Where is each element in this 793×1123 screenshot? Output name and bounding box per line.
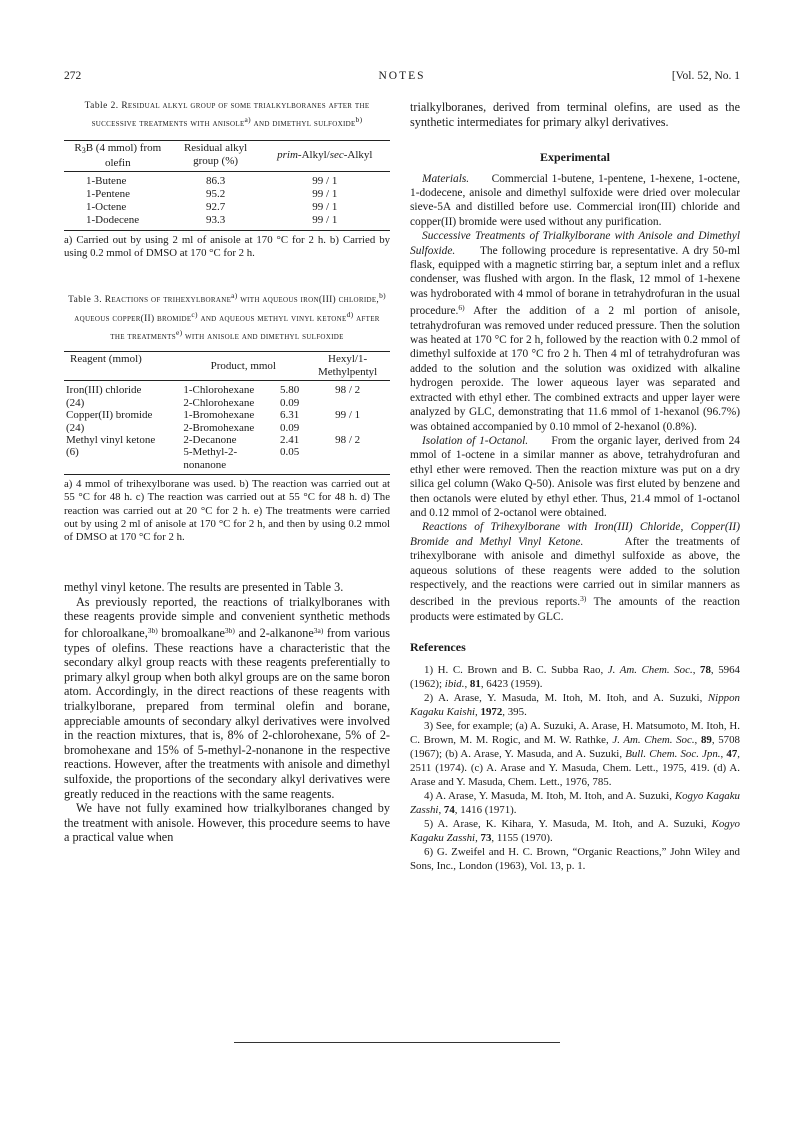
references-list — [410, 663, 740, 873]
table2-header-ratio: prim-Alkyl/sec-Alkyl — [277, 149, 373, 162]
left-body-text — [64, 580, 390, 845]
paragraph-materials: Materials. Commercial 1-butene, 1-pentene, 1-hexene, 1-octene, 1-dodecene, anisole and dimethyl sulfoxide were dried over molecular sieve-5A and distilled before use. Commercial iron(III) chloride and copper(II) bromide were used without any purification. — [410, 172, 740, 228]
running-header — [64, 70, 740, 86]
list-item: 2) A. Arase, Y. Masuda, M. Itoh, M. Itoh, and A. Suzuki, Nippon Kagaku Kaishi, 1972, 395. — [410, 691, 740, 718]
table-row: Methyl vinyl ketone (6) 2-Decanone 5-Methyl-2-nonanone 2.41 0.05 98 / 2 — [66, 434, 361, 471]
table2-header-row — [64, 140, 390, 171]
paragraph-isolation: Isolation of 1-Octanol. From the organic layer, derived from 24 mmol of 1-octene in a similar manner as above, tetrahydrofuran and ethyl ether were removed. Then the reaction mixture was put on a dry silica gel column (Wako Q-50). Anisole was first eluted by benzene and then octanols were eluted by ethyl ether. Thus, 21.4 mmol of 1-octanol and 0.12 mmol of 2-octanol were obtained. — [410, 434, 740, 519]
table3-header-ratio: Hexyl/1-Methylpentyl — [317, 353, 378, 379]
table3 — [64, 351, 390, 474]
list-item: 1) H. C. Brown and B. C. Subba Rao, J. Am. Chem. Soc., 78, 5964 (1962); ibid., 81, 6423 (1959). — [410, 663, 740, 690]
table3-header-product: Product, mmol — [210, 359, 276, 372]
paragraph-reactions: Reactions of Trihexylborane with Iron(III) Chloride, Copper(II) Bromide and Methyl Vinyl Ketone. After the treatments of trihexylborane with anisole and dimethyl sulfoxide as above, the aqueous solutions of these reagents were added to the solution respectively, and the reactions were carried out in similar manners as described in the previous reports.$^{3)}$ The amounts of the reaction products were estimated by GLC. — [410, 521, 740, 623]
table-row: 1-Dodecene 93.3 99 / 1 — [86, 213, 338, 226]
right-column — [410, 100, 740, 873]
experimental-heading: Experimental — [540, 150, 610, 165]
references-heading: References — [410, 640, 466, 655]
table-row: Iron(III) chloride (24) 1-Chlorohexane 2-Chlorohexane 5.80 0.09 98 / 2 — [66, 384, 361, 409]
table-row: Copper(II) bromide (24) 1-Bromohexane 2-Bromohexane 6.31 0.09 99 / 1 — [66, 409, 361, 434]
table2-header-olefin: $R_3B$ (4 mmol) from olefin — [74, 141, 162, 169]
table3-footnote: a) 4 mmol of trihexylborane was used. b) The reaction was carried out at 55 °C for 48 h. c) The reaction was carried out at 55 °C for 48 h. d) The reaction was carried out at 20 °C for 2 h. e) The treatments were carried out by using 2 ml of anisole at 170 °C for 2 h, and then by using 0.2 mmol of DMSO at 170 °C for 2 h. — [64, 474, 390, 544]
list-item: 5) A. Arase, K. Kihara, Y. Masuda, M. Itoh, and A. Suzuki, Kogyo Kagaku Zasshi, 73, 1155 (1970). — [410, 817, 740, 844]
table3-header-reagent: Reagent (mmol) — [70, 353, 142, 366]
table-row: 1-Butene 86.3 99 / 1 — [86, 174, 338, 187]
paragraph-successive: Successive Treatments of Trialkylborane with Anisole and Dimethyl Sulfoxide. The following procedure is representative. A dry 50-ml flask, equipped with a magnetic stirring bar, a septum inlet and a reflux condenser, was flushed with argon. In the flask, 12 mmol of 1-hexene was hydroborated with 4 mmol of borane in tetrahydrofuran in the usual procedure.$^{6)}$ After the addition of a 2 ml portion of anisole, tetrahydrofuran was removed under reduced pressure. Then the solution was heated at 170 °C for 2 h, followed by the reaction with 0.2 mmol of dimethyl sulfoxide at 170 °C fro 2 h. Then 4 ml of tetrahydrofuran was added to the solution and the solution was oxidized with alkaline hydrogen peroxide. The lower aqueous layer was separated and extracted with ethyl ether. The combined extracts and upper layer were analyzed by GLC, demonstrating that 11.6 mmol of 1-hexanol (96.7%) was obtained accompanied by 0.10 mmol of 2-hexanol (0.8%). — [410, 230, 740, 433]
paragraph: trialkylboranes, derived from terminal olefins, are used as the synthetic intermediates for primary alkyl derivatives. — [410, 100, 740, 129]
table2 — [64, 140, 390, 230]
paragraph: As previously reported, the reactions of trialkylboranes with these reagents provide simple and convenient synthetic methods for chloroalkane,$^{3b)}$ bromoalkane$^{3b)}$ and 2-alkanone$^{3a)}$ from various types of olefins. These reactions have a characteristic that the secondary alkyl group reacts with these reagents preferentially to primary alkyl group when both alkyl groups are on the same boron atom. Accordingly, in the direct reactions of these reagents with trialkylborane, prepared from terminal olefin and borane, appreciable amounts of secondary alkyl derivatives were involved in the reaction mixtures, that is, 8% of 2-chlorohexane, 5% of 2-bromohexane and 15% of 5-methyl-2-nonanone in the respective reactions. However, after the treatments with anisole and dimethyl sulfoxide, the proportions of the secondary alkyl derivatives were greatly reduced in the reactions with the same reagents. — [64, 594, 390, 801]
table2-caption: Table 2. Residual alkyl group of some trialkylboranes after the successive treatments with anisole$^{a)}$ and dimethyl sulfoxide$^{b)}$ — [84, 101, 370, 130]
table-row: 1-Octene 92.7 99 / 1 — [86, 200, 338, 213]
table3-caption: Table 3. Reactions of trihexylborane$^{a)}$ with aqueous iron(III) chloride,$^{b)}$ aqueous copper(II) bromide$^{c)}$ and aqueous methyl vinyl ketone$^{d)}$ after the treatments$^{e)}$ with anisole and dimethyl sulfoxide — [68, 291, 386, 343]
volume-info: [Vol. 52, No. 1 — [671, 70, 740, 82]
table2-header-residual: Residual alkyl group (%) — [183, 141, 248, 167]
table-row: 1-Pentene 95.2 99 / 1 — [86, 187, 338, 200]
table3-header-row — [64, 352, 390, 381]
section-title: NOTES — [378, 70, 426, 82]
paragraph: methyl vinyl ketone. The results are presented in Table 3. — [64, 580, 344, 595]
page-number: 272 — [64, 70, 82, 82]
paragraph: We have not fully examined how trialkylboranes changed by the treatment with anisole. However, this procedure seems to have a practical value when — [64, 801, 390, 845]
table2-footnote: a) Carried out by using 2 ml of anisole at 170 °C for 2 h. b) Carried by using 0.2 mmol of DMSO at 170 °C for 2 h. — [64, 230, 390, 260]
list-item: 4) A. Arase, Y. Masuda, M. Itoh, M. Itoh, and A. Suzuki, Kogyo Kagaku Zasshi, 74, 1416 (1971). — [410, 789, 740, 816]
left-column — [64, 100, 390, 845]
list-item: 3) See, for example; (a) A. Suzuki, A. Arase, H. Matsumoto, M. Itoh, H. C. Brown, M. M. Rogic, and M. W. Rathke, J. Am. Chem. Soc., 89, 5708 (1967); (b) A. Arase, Y. Masuda, and A. Suzuki, Bull. Chem. Soc. Jpn., 47, 2511 (1974). (c) A. Arase and Y. Masuda, Chem. Lett., 1975, 419. (d) A. Arase and Y. Masuda, Chem. Lett., 1976, 785. — [410, 719, 740, 788]
list-item: 6) G. Zweifel and H. C. Brown, “Organic Reactions,” John Wiley and Sons, Inc., London (1963), Vol. 13, p. 1. — [410, 845, 740, 872]
footer-rule — [234, 1042, 560, 1043]
